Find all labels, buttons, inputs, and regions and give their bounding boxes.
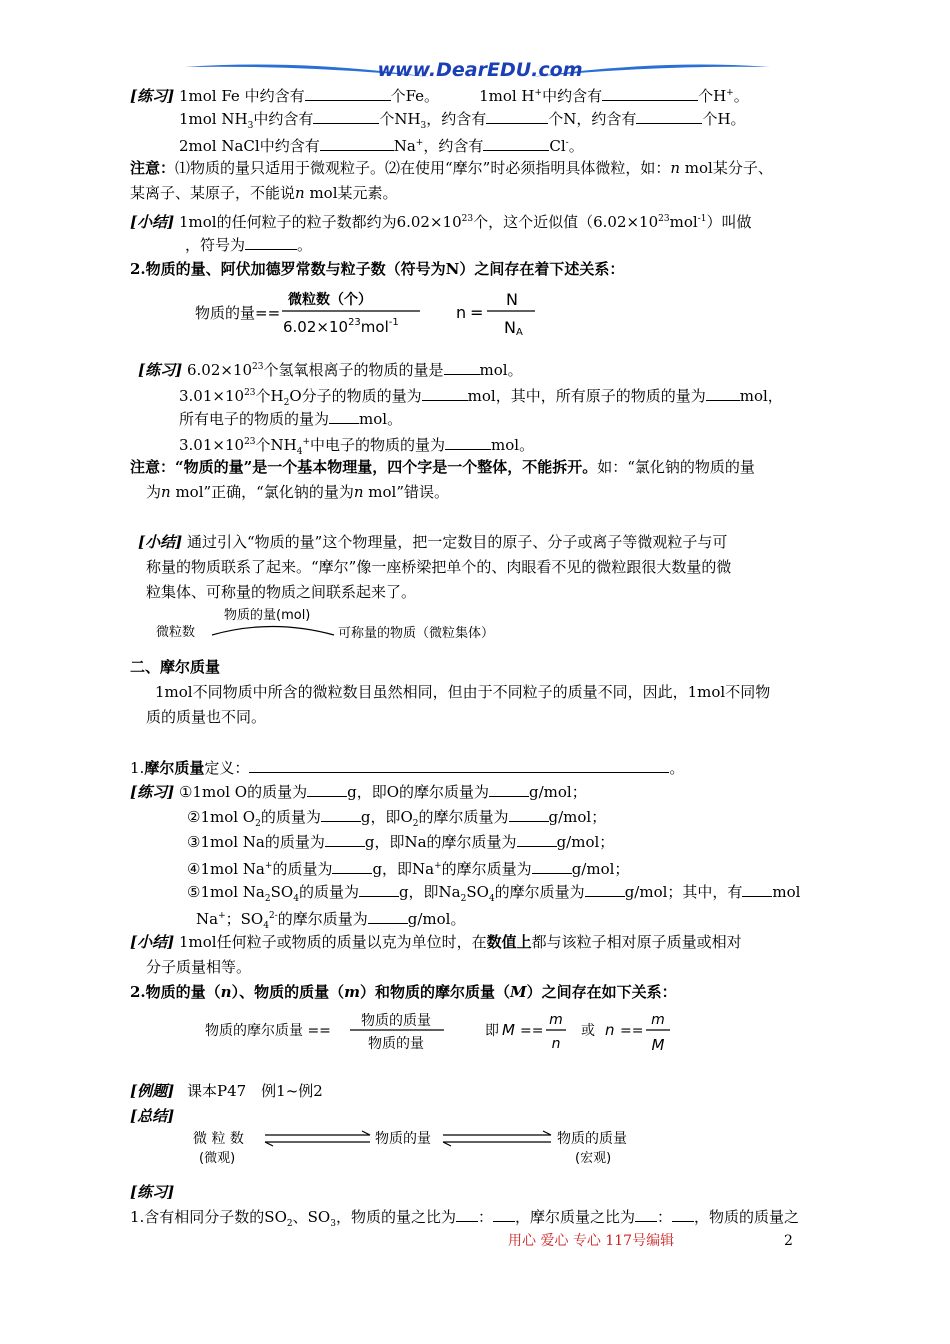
summary-tag: [小结] bbox=[138, 533, 183, 551]
answer-blank[interactable] bbox=[672, 1206, 694, 1222]
svg-text:NA: NA bbox=[504, 318, 523, 338]
example-tag: [例题] bbox=[130, 1082, 175, 1100]
svg-text:或: 或 bbox=[581, 1023, 595, 1039]
svg-text:n: n bbox=[605, 1021, 615, 1039]
practice-3-line-3: ③1mol Na的质量为 g，即Na的摩尔质量为 g/mol； bbox=[187, 833, 615, 851]
svg-text:微粒数: 微粒数 bbox=[156, 625, 196, 640]
page-number: 2 bbox=[784, 1233, 793, 1249]
practice-2-line-3: 所有电子的物质的量为 mol。 bbox=[179, 410, 403, 428]
answer-blank[interactable] bbox=[245, 234, 297, 250]
answer-blank[interactable] bbox=[602, 85, 698, 101]
svg-text:(宏观): (宏观) bbox=[575, 1151, 612, 1166]
practice-tag: [练习] bbox=[130, 783, 175, 801]
summary-1-line-1: [小结] 1mol的任何粒子的粒子数都约为$6.02\times 10^{23}$个，这个近似值$(6.02\times 10^{23}mol^{-1})$叫做 bbox=[130, 213, 752, 231]
svg-text:物质的摩尔质量 ==: 物质的摩尔质量 == bbox=[205, 1023, 331, 1039]
answer-blank[interactable] bbox=[305, 85, 391, 101]
svg-text:N: N bbox=[506, 290, 518, 309]
svg-text:即: 即 bbox=[485, 1023, 499, 1039]
practice-3-line-1: [练习] ①1mol O的质量为 g，即O的摩尔质量为 g/mol； bbox=[130, 783, 587, 801]
formula-amount-of-substance bbox=[190, 288, 560, 343]
practice-tag: [练习] bbox=[130, 87, 175, 105]
answer-blank[interactable] bbox=[742, 881, 772, 897]
svg-text:==: == bbox=[520, 1023, 544, 1039]
practice-3-line-5: ⑤1mol $Na_2SO_4$的质量为 g，即$Na_2SO_4$的摩尔质量为 g/mol；其中，有 mol bbox=[187, 883, 801, 904]
summary-tag: [小结] bbox=[130, 213, 175, 231]
answer-blank[interactable] bbox=[368, 908, 408, 924]
svg-text:可称量的物质（微粒集体）: 可称量的物质（微粒集体） bbox=[338, 626, 495, 641]
answer-blank[interactable] bbox=[509, 806, 549, 822]
answer-blank[interactable] bbox=[445, 434, 491, 450]
note-2-line-1: 注意：“物质的量”是一个基本物理量，四个字是一个整体，不能拆开。如：“氯化钠的物质的量 bbox=[130, 458, 755, 476]
header-banner bbox=[180, 55, 780, 85]
answer-blank[interactable] bbox=[532, 858, 572, 874]
svg-text:微粒数（个）: 微粒数（个） bbox=[288, 292, 372, 308]
svg-text:物质的量: 物质的量 bbox=[368, 1036, 424, 1052]
summary-3-line-1: [小结] 1mol任何粒子或物质的质量以克为单位时，在数值上都与该粒子相对原子质量或相对 bbox=[130, 933, 742, 951]
svg-text:m: m bbox=[651, 1012, 665, 1028]
practice-2-line-2: $3.01\times 10^{23}$个$H_2O$分子的物质的量为 mol，其中，所有原子的物质的量为 mol， bbox=[179, 387, 783, 408]
answer-blank[interactable] bbox=[635, 1206, 657, 1222]
bridge-arc bbox=[212, 627, 334, 636]
practice-2-line-1: [练习] $6.02\times 10^{23}$个氢氧根离子的物质的量是 mol。 bbox=[138, 361, 523, 379]
svg-text:M: M bbox=[502, 1021, 515, 1039]
svg-text:物质的量(mol): 物质的量(mol) bbox=[224, 608, 311, 623]
summary-1-line-2: ，符号为 。 bbox=[185, 236, 313, 254]
example-line: [例题] 课本P47 例1~例2 bbox=[130, 1082, 323, 1100]
practice-2-line-4: $3.01\times 10^{23}$个$NH_4^+$中电子的物质的量为 mol。 bbox=[179, 436, 535, 457]
summary-tag: [小结] bbox=[130, 933, 175, 951]
conclusion-tag-line bbox=[130, 1106, 174, 1126]
intro-line-1: 1mol不同物质中所含的微粒数目虽然相同，但由于不同粒子的质量不同，因此，1mol不同物 bbox=[155, 683, 771, 701]
section-heading-molar-mass: 二、摩尔质量 bbox=[130, 658, 221, 676]
note-2-line-2: 为n mol”正确，“氯化钠的量为n mol”错误。 bbox=[146, 483, 450, 501]
svg-text:物质的质量: 物质的质量 bbox=[361, 1013, 431, 1029]
svg-text:n: n bbox=[551, 1036, 561, 1052]
svg-text:物质的量: 物质的量 bbox=[375, 1131, 431, 1147]
answer-blank[interactable] bbox=[422, 385, 468, 401]
relation-heading-2: 2.物质的量（n）、物质的质量（m）和物质的摩尔质量（M）之间存在如下关系： bbox=[130, 983, 677, 1001]
final-practice-line: 1.含有相同分子数的$SO_2$、$SO_3$，物质的量之比为 ： ，摩尔质量之比为 ： ，物质的质量之 bbox=[130, 1208, 800, 1229]
answer-blank[interactable] bbox=[585, 881, 625, 897]
answer-blank[interactable] bbox=[359, 881, 399, 897]
answer-blank[interactable] bbox=[456, 1206, 478, 1222]
answer-blank[interactable] bbox=[332, 858, 372, 874]
svg-text:=: = bbox=[470, 303, 484, 322]
answer-blank[interactable] bbox=[329, 408, 359, 424]
summary-2-line-1: [小结] 通过引入“物质的量”这个物理量，把一定数目的原子、分子或离子等微观粒子与可 bbox=[138, 533, 728, 551]
site-url: www.DearEDU.com bbox=[377, 59, 583, 81]
note-1-line-2: 某离子、某原子，不能说n mol某元素。 bbox=[130, 184, 398, 202]
answer-blank[interactable] bbox=[493, 1206, 515, 1222]
formula-molar-mass bbox=[200, 1010, 690, 1058]
answer-blank[interactable] bbox=[483, 135, 549, 151]
answer-blank[interactable] bbox=[706, 385, 740, 401]
answer-blank[interactable] bbox=[444, 359, 480, 375]
answer-blank[interactable] bbox=[489, 781, 529, 797]
conclusion-tag: [总结] bbox=[130, 1107, 175, 1125]
answer-blank[interactable] bbox=[325, 831, 365, 847]
practice-line-3: 2mol NaCl中约含有 Na+，约含有 Cl-。 bbox=[179, 137, 584, 155]
practice-3-line-4: ④1mol Na+的质量为 g，即Na+的摩尔质量为 g/mol； bbox=[187, 860, 630, 878]
intro-line-2: 质的质量也不同。 bbox=[146, 708, 267, 726]
note-1-line-1: 注意：⑴物质的量只适用于微观粒子。⑵在使用“摩尔”时必须指明具体微粒，如：n mol某分子、 bbox=[130, 159, 773, 177]
answer-blank[interactable] bbox=[636, 108, 702, 124]
footer-text: 用心 爱心 专心 117号编辑 bbox=[508, 1233, 675, 1249]
answer-blank[interactable] bbox=[307, 781, 347, 797]
summary-3-line-2: 分子质量相等。 bbox=[146, 958, 252, 976]
svg-text:(微观): (微观) bbox=[199, 1151, 236, 1166]
answer-blank[interactable] bbox=[486, 108, 548, 124]
practice-line-1: [练习] 1mol Fe 中约含有 个Fe。 1mol H+中约含有 个H+。 bbox=[130, 87, 749, 105]
conversion-diagram bbox=[185, 1126, 655, 1168]
summary-2-line-2: 称量的物质联系了起来。“摩尔”像一座桥梁把单个的、肉眼看不见的微粒跟很大数量的微 bbox=[146, 558, 732, 576]
answer-blank[interactable] bbox=[249, 757, 669, 773]
practice-line-2: 1mol $NH_3$中约含有 个$NH_3$，约含有 个N，约含有 个H。 bbox=[179, 110, 746, 131]
answer-blank[interactable] bbox=[320, 135, 394, 151]
svg-text:物质的质量: 物质的质量 bbox=[557, 1131, 627, 1147]
svg-text:物质的量==: 物质的量== bbox=[195, 304, 281, 322]
practice-tag: [练习] bbox=[138, 361, 183, 379]
final-practice-tag-line bbox=[130, 1182, 174, 1202]
svg-text:==: == bbox=[620, 1023, 644, 1039]
practice-3-line-2: ②1mol $O_2$的质量为 g，即$O_2$的摩尔质量为 g/mol； bbox=[187, 808, 607, 829]
practice-tag: [练习] bbox=[130, 1183, 175, 1201]
svg-text:n: n bbox=[456, 303, 467, 322]
svg-text:微 粒 数: 微 粒 数 bbox=[193, 1131, 244, 1147]
bridge-diagram bbox=[150, 604, 530, 646]
answer-blank[interactable] bbox=[313, 108, 379, 124]
relation-heading-1: 2.物质的量、阿伏加德罗常数与粒子数（符号为N）之间存在着下述关系： bbox=[130, 260, 625, 278]
svg-text:m: m bbox=[549, 1012, 563, 1028]
answer-blank[interactable] bbox=[517, 831, 557, 847]
definition-line: 1.摩尔质量定义： 。 bbox=[130, 759, 685, 777]
svg-text:M: M bbox=[651, 1036, 665, 1054]
svg-text:6.02×1023mol-1: $6.02\times 10^{23}mol^{-1}$ bbox=[283, 317, 399, 336]
summary-2-line-3: 粒集体、可称量的物质之间联系起来了。 bbox=[146, 583, 417, 601]
answer-blank[interactable] bbox=[321, 806, 361, 822]
practice-3-line-6: Na+；$SO_4^{2-}$的摩尔质量为 g/mol。 bbox=[196, 910, 466, 931]
